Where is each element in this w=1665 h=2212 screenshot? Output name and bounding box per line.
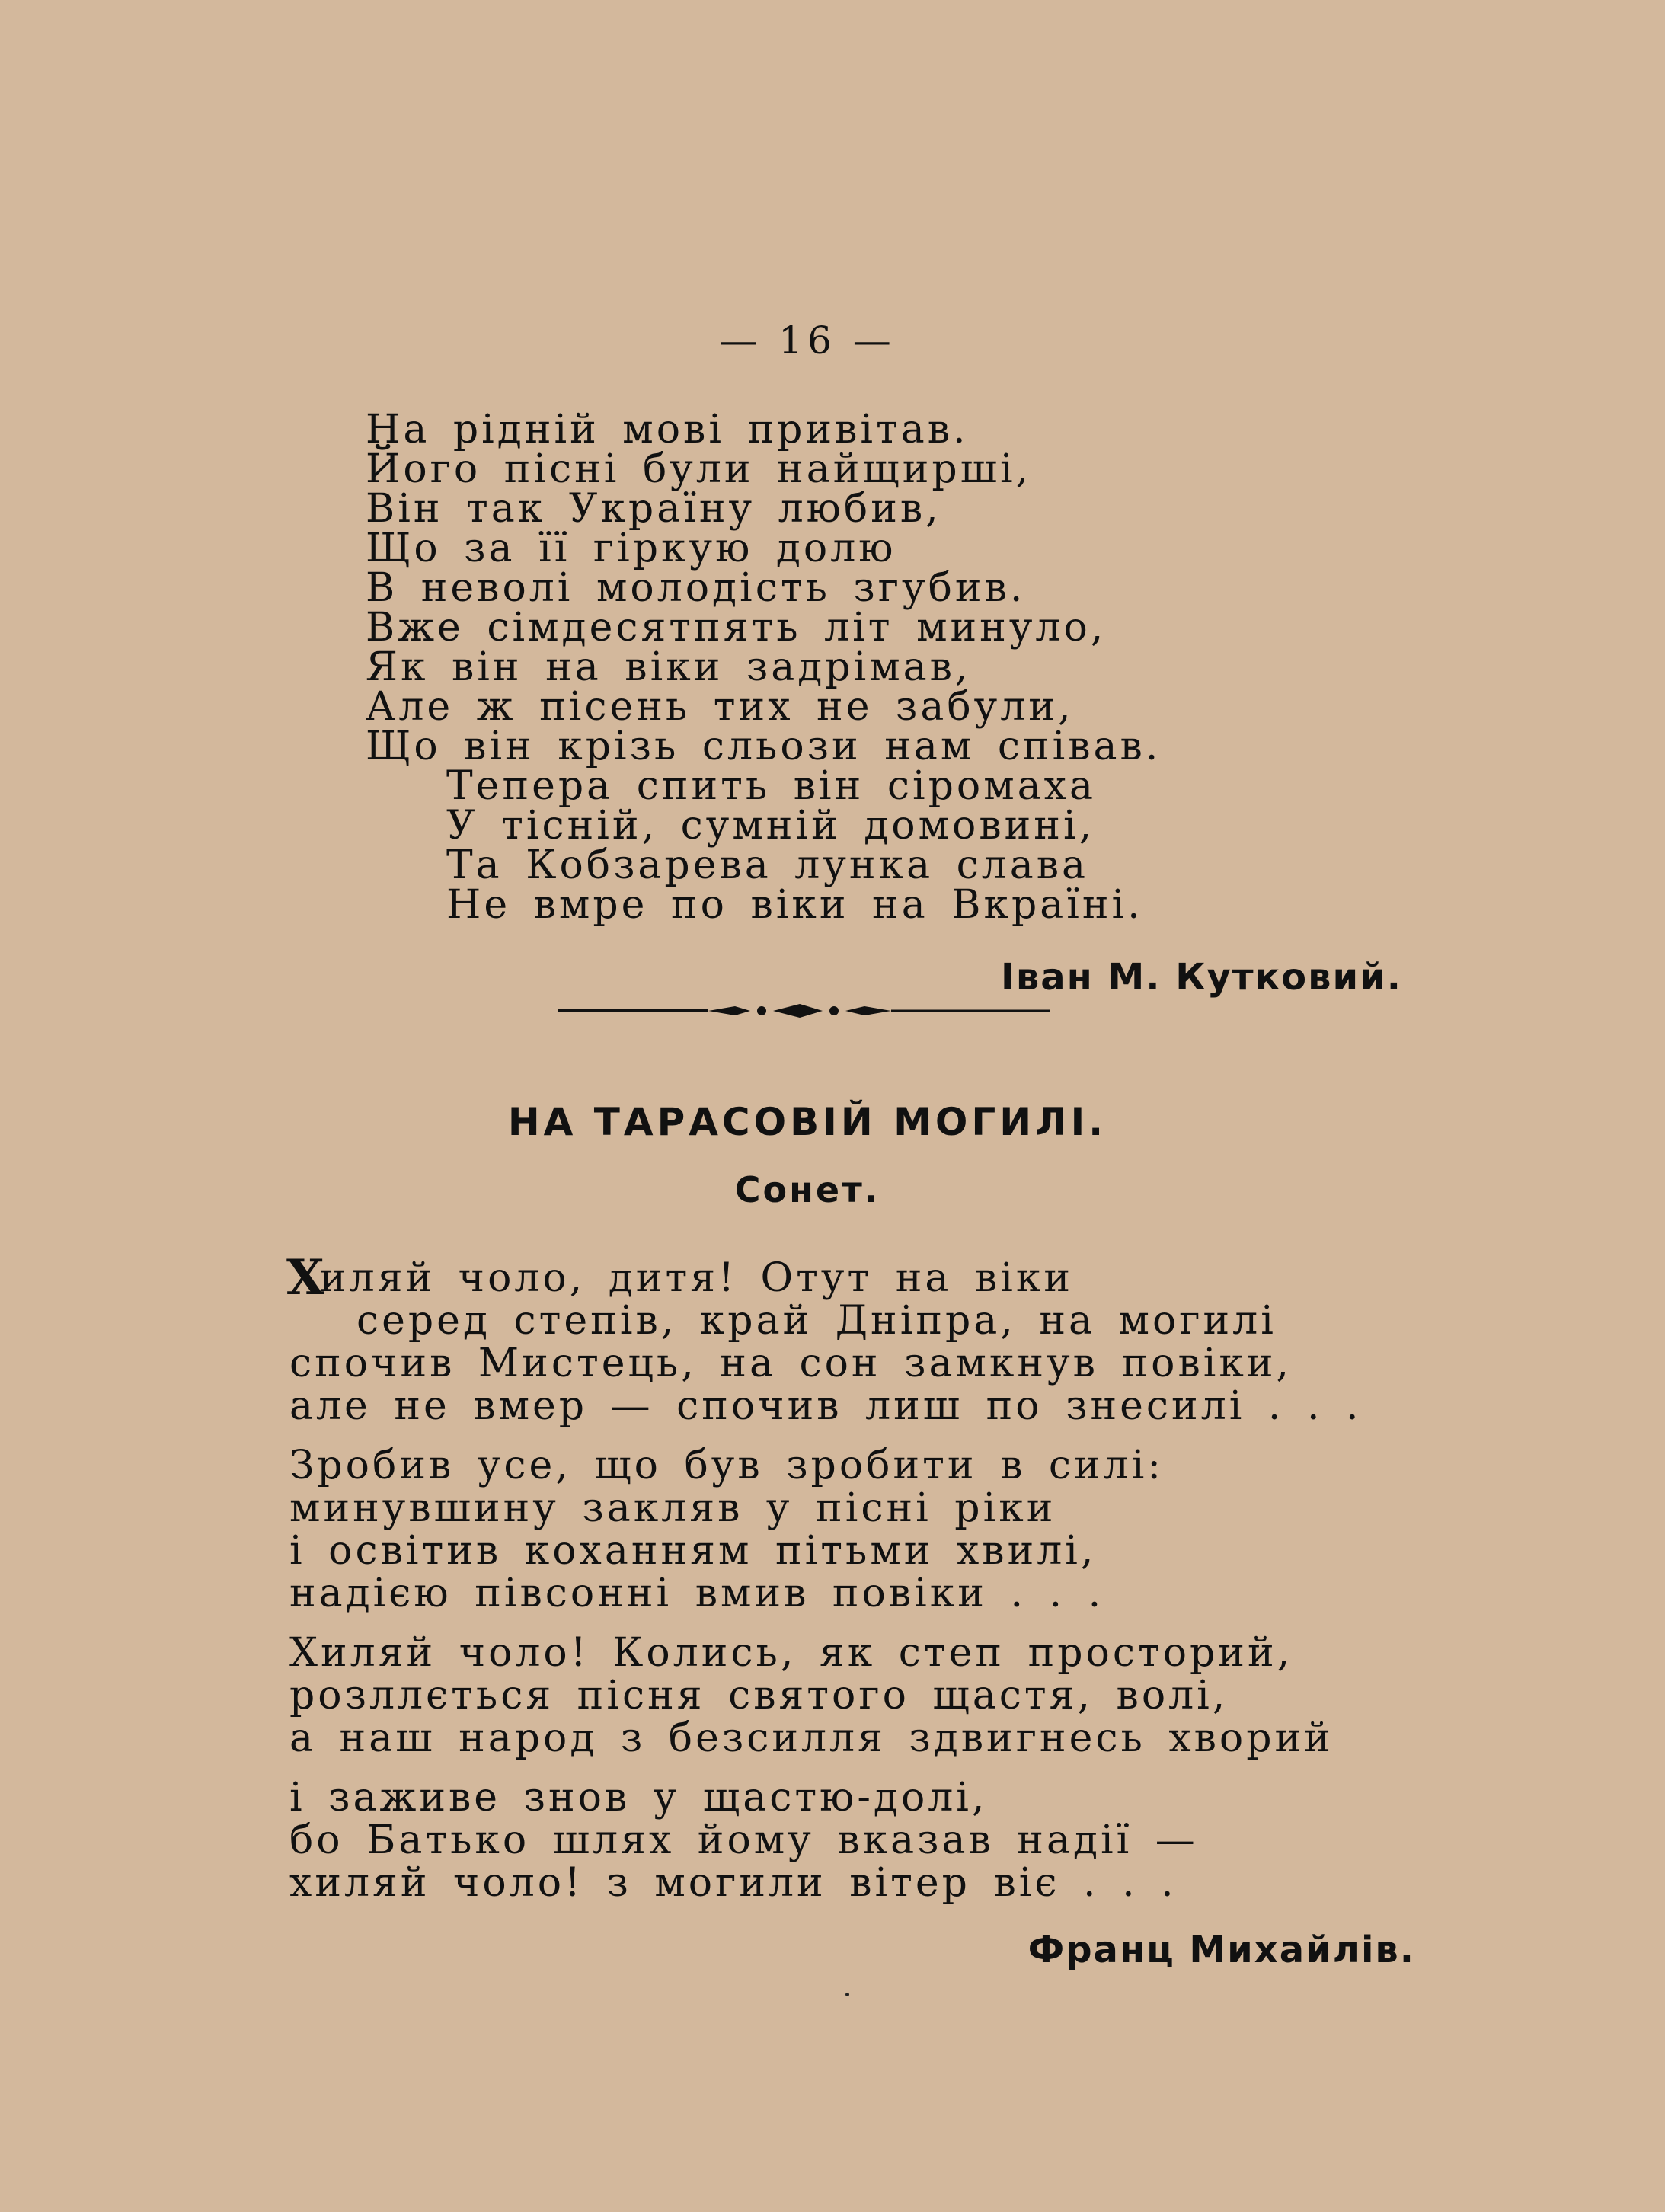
poem-subtitle: Сонет. xyxy=(734,1169,880,1210)
poem-line: і заживе знов у щастю-долі, xyxy=(289,1775,988,1820)
poem-line: і освітив коханням пітьми хвилі, xyxy=(289,1528,1097,1574)
poem-line-indented: У тісній, сумній домовині, xyxy=(446,803,1095,849)
poem-line: розллється пісня святого щастя, волі, xyxy=(289,1673,1229,1718)
author-signature-2: Франц Михайлів. xyxy=(1027,1929,1415,1971)
poem-line: бо Батько шлях йому вказав надії — xyxy=(289,1817,1198,1863)
poem-line: Але ж пісень тих не забули, xyxy=(366,684,1074,730)
poem-line: Що він крізь сльози нам співав. xyxy=(366,724,1162,769)
stanza-1 xyxy=(286,1249,1362,1429)
poem-line: Він так Україну любив, xyxy=(366,486,941,532)
poem-line: минувшину закляв у пісні ріки xyxy=(289,1485,1056,1531)
poem-line: Його пісні були найщирші, xyxy=(366,446,1032,492)
stanza-2 xyxy=(289,1444,1362,1615)
poem-line: Як він на віки задрімав, xyxy=(366,644,971,690)
poem-line-text: иляй чоло, дитя! Отут на віки xyxy=(320,1255,1073,1301)
ink-speck xyxy=(845,1993,849,1996)
poem-line: В неволі молодість згубив. xyxy=(366,565,1026,611)
author-signature-1: Іван М. Кутковий. xyxy=(1001,956,1402,999)
stanza-4 xyxy=(289,1776,1362,1904)
poem-line-indented: Не вмре по віки на Вкраїні. xyxy=(446,882,1143,928)
poem-line: але не вмер — спочив лиш по знесилі . . . xyxy=(289,1383,1362,1429)
sonnet xyxy=(286,1249,1362,1921)
poem-line xyxy=(286,1249,1362,1306)
poem-line-indented: Тепера спить він сіромаха xyxy=(446,763,1096,809)
poem-title: НА ТАРАСОВІЙ МОГИЛІ. xyxy=(507,1100,1107,1144)
poem-line: Що за її гіркую долю xyxy=(366,526,896,571)
page-number: — 16 — xyxy=(719,318,896,363)
drop-cap: Х xyxy=(286,1249,328,1306)
stanza-3 xyxy=(289,1632,1362,1760)
poem-line: надією півсонні вмив повіки . . . xyxy=(289,1571,1104,1616)
poem-line: Вже сімдесятпять літ минуло, xyxy=(366,605,1107,650)
poem-line: серед степів, край Дніпра, на могилі xyxy=(356,1298,1277,1344)
poem-line: На рідній мові привітав. xyxy=(366,407,969,452)
poem-line: Зробив усе, що був зробити в силі: xyxy=(289,1443,1164,1488)
poem-line: спочив Мистець, на сон замкнув повіки, xyxy=(289,1341,1293,1386)
poem-line-indented: Та Кобзарева лунка слава xyxy=(446,842,1089,888)
poem-continuation xyxy=(366,407,1162,928)
ornamental-divider xyxy=(556,988,1051,1034)
poem-line: а наш народ з безсилля здвигнесь хворий xyxy=(289,1715,1334,1761)
poem-line: хиляй чоло! з могили вітер віє . . . xyxy=(289,1860,1177,1906)
poem-line: Хиляй чоло! Колись, як степ просторий, xyxy=(289,1630,1293,1676)
